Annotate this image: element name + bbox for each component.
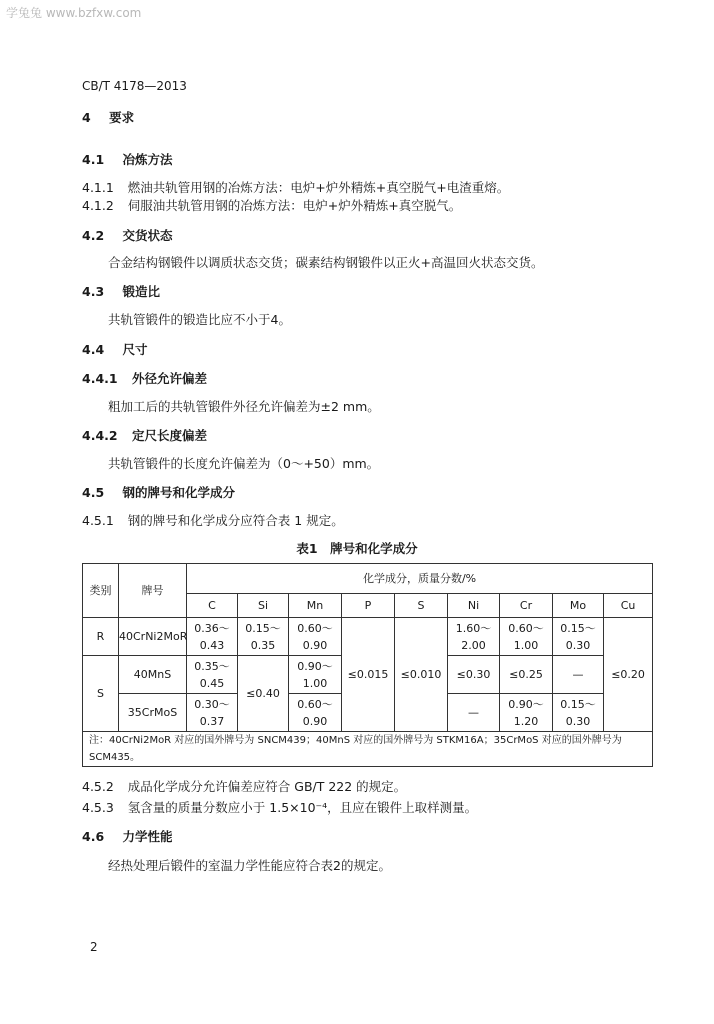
section-number: 4: [82, 110, 91, 125]
cell-value: ≤0.25: [500, 656, 553, 694]
section-number: 4.4: [82, 342, 105, 357]
header-element: C: [187, 594, 238, 618]
section-4: [82, 108, 134, 126]
section-4-4: [82, 340, 148, 358]
table-caption: 表1 牌号和化学成分: [296, 541, 418, 556]
section-number: 4.4.1: [82, 371, 118, 386]
page-number: 2: [90, 940, 98, 954]
cell-value-si: ≤0.40: [238, 656, 289, 732]
clause-4-1-2: [82, 196, 461, 214]
header-category: 类别: [83, 564, 119, 618]
header-element: S: [395, 594, 448, 618]
cell-value: 0.35～ 0.45: [187, 656, 238, 694]
clause-text: 氢含量的质量分数应小于 1.5×10⁻⁴，且应在锻件上取样测量。: [127, 800, 478, 815]
cell-value-cu: ≤0.20: [604, 618, 653, 732]
paragraph-length-tolerance: 共轨管锻件的长度允许偏差为（0～+50）mm。: [108, 456, 380, 471]
clause-number: 4.5.1: [82, 513, 114, 528]
clause-4-5-2: [82, 777, 406, 795]
cell-value-s: ≤0.010: [395, 618, 448, 732]
paragraph-od-tolerance: 粗加工后的共轨管锻件外径允许偏差为±2 mm。: [108, 399, 380, 414]
section-number: 4.5: [82, 485, 105, 500]
cell-value: 0.15～ 0.30: [553, 694, 604, 732]
clause-4-1-1: [82, 178, 509, 196]
section-title: 交货状态: [122, 228, 173, 243]
document-code: CB/T 4178—2013: [82, 79, 187, 93]
clause-number: 4.1.1: [82, 180, 114, 195]
section-4-5: [82, 483, 235, 501]
section-title: 钢的牌号和化学成分: [122, 485, 236, 500]
header-element: Ni: [448, 594, 500, 618]
table-header-row: [83, 564, 653, 594]
header-element: Mo: [553, 594, 604, 618]
clause-number: 4.5.3: [82, 800, 114, 815]
cell-value: 0.30～ 0.37: [187, 694, 238, 732]
clause-text: 伺服油共轨管用钢的冶炼方法：电炉+炉外精炼+真空脱气。: [127, 198, 462, 213]
clause-text: 钢的牌号和化学成分应符合表 1 规定。: [127, 513, 344, 528]
section-4-2: [82, 226, 173, 244]
paragraph-forging-ratio: 共轨管锻件的锻造比应不小于4。: [108, 312, 291, 327]
cell-grade: 35CrMoS: [119, 694, 187, 732]
header-grade: 牌号: [119, 564, 187, 618]
cell-value: 0.36～ 0.43: [187, 618, 238, 656]
clause-text: 燃油共轨管用钢的冶炼方法：电炉+炉外精炼+真空脱气+电渣重熔。: [127, 180, 510, 195]
header-element: P: [342, 594, 395, 618]
cell-value: 0.90～ 1.00: [289, 656, 342, 694]
cell-value: 0.60～ 0.90: [289, 694, 342, 732]
header-element: Mn: [289, 594, 342, 618]
cell-value-p: ≤0.015: [342, 618, 395, 732]
cell-grade: 40CrNi2MoR: [119, 618, 187, 656]
cell-value: 0.90～ 1.20: [500, 694, 553, 732]
section-title: 要求: [109, 110, 135, 125]
section-title: 定尺长度偏差: [131, 428, 207, 443]
paragraph-delivery: 合金结构钢锻件以调质状态交货；碳素结构钢锻件以正火+高温回火状态交货。: [108, 255, 544, 270]
table-note-row: [83, 732, 653, 767]
paragraph-mechanical: 经热处理后锻件的室温力学性能应符合表2的规定。: [108, 858, 391, 873]
header-composition-group: 化学成分，质量分数/%: [187, 564, 653, 594]
section-number: 4.1: [82, 152, 105, 167]
cell-category: R: [83, 618, 119, 656]
cell-value: ≤0.30: [448, 656, 500, 694]
chemical-composition-table: [82, 563, 653, 767]
cell-value: 0.60～ 0.90: [289, 618, 342, 656]
cell-value: —: [553, 656, 604, 694]
section-title: 尺寸: [122, 342, 148, 357]
section-number: 4.2: [82, 228, 105, 243]
section-number: 4.4.2: [82, 428, 118, 443]
cell-grade: 40MnS: [119, 656, 187, 694]
section-4-6: [82, 827, 173, 845]
section-4-4-2: [82, 426, 207, 444]
section-4-1: [82, 150, 173, 168]
cell-value: 0.60～ 1.00: [500, 618, 553, 656]
table-note: 注：40CrNi2MoR 对应的国外牌号为 SNCM439；40MnS 对应的国外牌号为 STKM16A；35CrMoS 对应的国外牌号为 SCM435。: [83, 732, 653, 767]
header-element: Si: [238, 594, 289, 618]
clause-4-5-3: [82, 798, 477, 816]
cell-value: —: [448, 694, 500, 732]
clause-text: 成品化学成分允许偏差应符合 GB/T 222 的规定。: [127, 779, 407, 794]
section-title: 冶炼方法: [122, 152, 173, 167]
section-4-3: [82, 282, 160, 300]
clause-number: 4.1.2: [82, 198, 114, 213]
watermark: 学兔兔 www.bzfxw.com: [6, 6, 142, 20]
cell-value: 0.15～ 0.30: [553, 618, 604, 656]
cell-value: 1.60～ 2.00: [448, 618, 500, 656]
cell-category: S: [83, 656, 119, 732]
section-number: 4.6: [82, 829, 105, 844]
section-number: 4.3: [82, 284, 105, 299]
header-element: Cu: [604, 594, 653, 618]
header-element: Cr: [500, 594, 553, 618]
cell-value: 0.15～ 0.35: [238, 618, 289, 656]
section-4-4-1: [82, 369, 207, 387]
clause-number: 4.5.2: [82, 779, 114, 794]
clause-4-5-1: [82, 511, 344, 529]
section-title: 锻造比: [122, 284, 161, 299]
section-title: 力学性能: [122, 829, 173, 844]
table-row: [83, 618, 653, 656]
section-title: 外径允许偏差: [131, 371, 207, 386]
